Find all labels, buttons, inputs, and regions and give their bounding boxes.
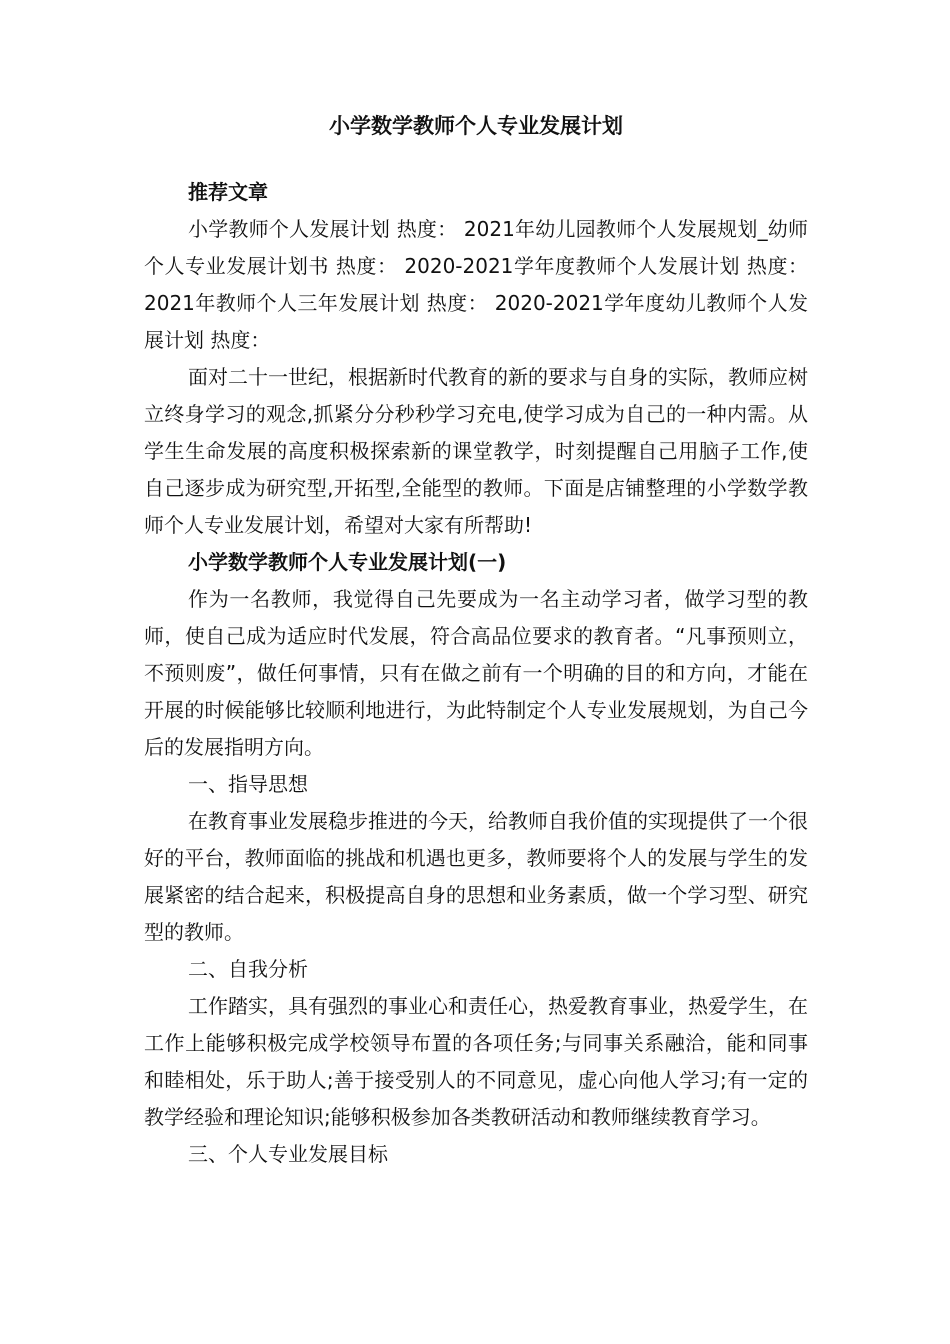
part1-heading: 一、指导思想 bbox=[188, 772, 308, 796]
part1-paragraph: 在教育事业发展稳步推进的今天，给教师自我价值的实现提供了一个很好的平台，教师面临的挑战和机遇也更多，教师要将个人的发展与学生的发展紧密的结合起来，积极提高自身的思想和业务素质，做一个学习型、研究型的教师。 bbox=[144, 809, 808, 944]
document-title: 小学数学教师个人专业发展计划 bbox=[329, 114, 623, 138]
recommend-text: 小学教师个人发展计划 热度： 2021年幼儿园教师个人发展规划_幼师个人专业发展计划书 热度： 2020-2021学年度教师个人发展计划 热度： 2021年教师个人三年发展计划 热度： 2020-2021学年度幼儿教师个人发展计划 热度： bbox=[144, 217, 808, 352]
part2-paragraph: 工作踏实，具有强烈的事业心和责任心，热爱教育事业，热爱学生，在工作上能够积极完成学校领导布置的各项任务;与同事关系融洽，能和同事和睦相处，乐于助人;善于接受别人的不同意见，虚心向他人学习;有一定的教学经验和理论知识;能够积极参加各类教研活动和教师继续教育学习。 bbox=[144, 994, 808, 1129]
section1-paragraph: 作为一名教师，我觉得自己先要成为一名主动学习者，做学习型的教师，使自己成为适应时代发展，符合高品位要求的教育者。“凡事预则立，不预则废”，做任何事情，只有在做之前有一个明确的目的和方向，才能在开展的时候能够比较顺利地进行，为此特制定个人专业发展规划，为自己今后的发展指明方向。 bbox=[144, 587, 808, 759]
document-body bbox=[144, 108, 808, 1173]
part3-heading: 三、个人专业发展目标 bbox=[188, 1142, 388, 1166]
intro-paragraph: 面对二十一世纪，根据新时代教育的新的要求与自身的实际，教师应树立终身学习的观念,抓紧分分秒秒学习充电,使学习成为自己的一种内需。从学生生命发展的高度积极探索新的课堂教学，时刻提醒自己用脑子工作,使自己逐步成为研究型,开拓型,全能型的教师。下面是店铺整理的小学数学教师个人专业发展计划，希望对大家有所帮助! bbox=[144, 365, 808, 537]
section1-heading: 小学数学教师个人专业发展计划(一) bbox=[188, 550, 507, 574]
part2-heading: 二、自我分析 bbox=[188, 957, 308, 981]
recommend-heading: 推荐文章 bbox=[188, 180, 268, 204]
